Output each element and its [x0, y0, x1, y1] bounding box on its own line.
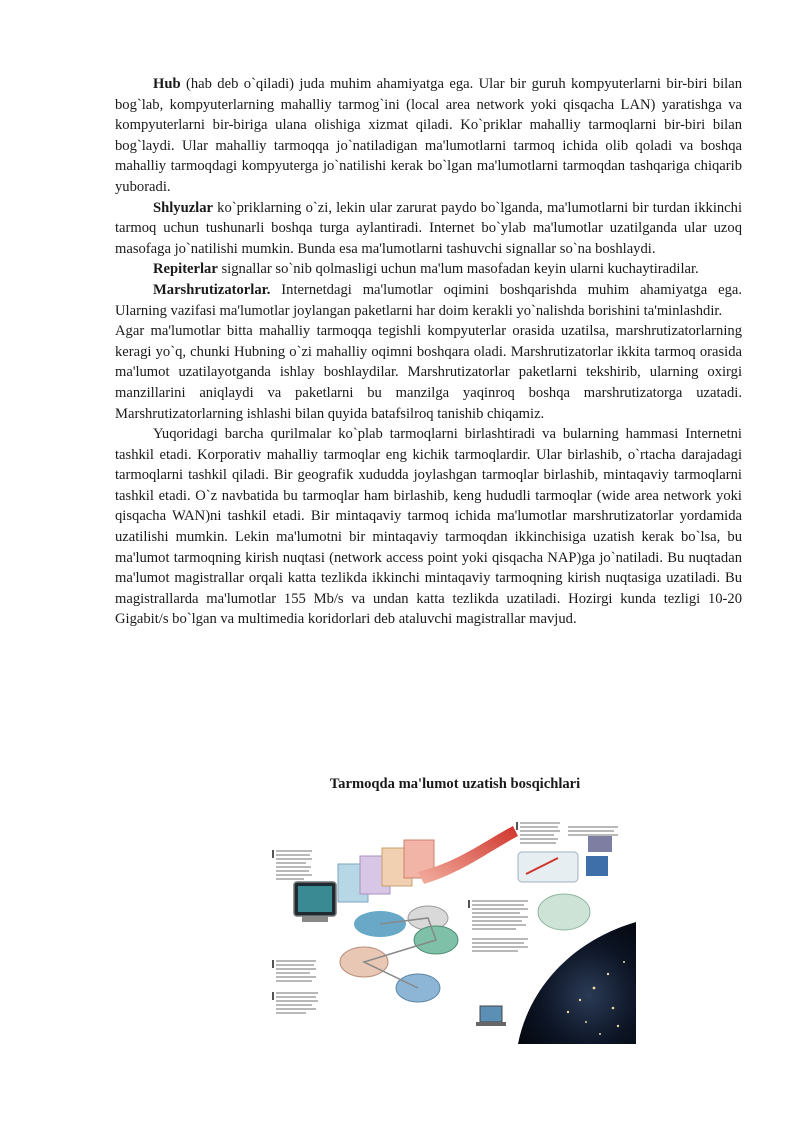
paragraph-text: Internetdagi ma'lumotlar oqimini boshqarishda muhim ahamiyatga ega. Ularning vazifasi ma'lumotlar joylangan paketlarni har doim kerakli yo`nalishda borishini ta'minlashdir.	[115, 281, 742, 319]
figure-caption: Tarmoqda ma'lumot uzatish bosqichlari	[329, 776, 581, 792]
term-hub: Hub	[153, 76, 181, 92]
paragraph-text: ko`priklarning o`zi, lekin ular zarurat paydo bo`lganda, ma'lumotlarni bir turdan ikkinchi tarmoq uchun tushunarli boshqa turga aylantiradi. Internet bo`ylab ma'lumotlar uzatilganda ular uzoq masofaga jo`natilishi mumkin. Bunda esa ma'lumotlarni tashuvchi signallar so`na boshlaydi.	[115, 199, 742, 257]
term-repiterlar: Repiterlar	[153, 261, 218, 278]
document-body	[115, 74, 742, 630]
paragraph-internet-networks: Yuqoridagi barcha qurilmalar ko`plab tarmoqlarni birlashtiradi va bularning hammasi Internetni tashkil etadi. Korporativ mahalliy tarmoqlar eng kichik tarmoqlardir. Ular birlashib, o`rtacha darajadagi tarmoqlarni tashkil qiladi. Bir geografik xududda joylashgan tarmoqlar birlashib, mintaqaviy tarmoqlarni tashkil etadi. O`z navbatida bu tarmoqlar ham birlashib, keng hududli tarmoqlar (wide area network yoki qisqacha WAN)ni tashkil etadi. Bir mintaqaviy tarmoq ichida ma'lumotlar marshrutizatorlar yordamida uzatilishi mumkin. Lekin ma'lumotni bir mintaqaviy tarmoqdan ikkinchisiga uzatish kerak bo`lsa, bu ma'lumot tarmoqning kirish nuqtasi (network access point yoki qisqacha NAP)ga jo`natiladi. Bu nuqtadan ma'lumot magistrallar orqali katta tezlikda ikkinchi mintaqaviy tarmoqning kirish nuqtasiga uzatiladi. Bu magistrallarda ma'lumotlar 155 Mb/s va undan katta tezlikda uzatiladi. Hozirgi kunda tezligi 10-20 Gigabit/s bo`lgan va multimedia koridorlari deb ataluvchi magistrallar mavjud.	[115, 426, 742, 628]
network-transmission-illustration	[268, 812, 636, 1044]
term-shlyuzlar: Shlyuzlar	[153, 199, 214, 216]
paragraph-text: (hab deb o`qiladi) juda muhim ahamiyatga ega. Ular bir guruh kompyuterlarni bir-biri bilan bog`lab, kompyuterlarning mahalliy tarmog`ini (local area network yoki qisqacha LAN) yaratishga va kompyuterlarni bir-biriga ulana olishiga xizmat qiladi. Ko`priklar mahalliy tarmoqlarni bir-biri bilan bog`laydi. Ular mahalliy tarmoqqa jo`natiladigan ma'lumotlarni tarmoq ichida olib qoladi va boshqa mahalliy tarmoqdagi kompyuterga jo`natilishi kerak bo`lgan ma'lumotlarni tarmoqdan tashqariga chiqarib yuboradi.	[115, 76, 742, 195]
paragraph-marshrutizatorlar-detail: Agar ma'lumotlar bitta mahalliy tarmoqqa tegishli kompyuterlar orasida uzatilsa, marshrutizatorlarning keragi yo`q, chunki Hubning o`zi mahalliy oqimni boshqara oladi. Marshrutizatorlar ikkita tarmoq orasida ma'lumot uzatilayotganda ishlay boshlaydilar. Marshrutizatorlar paketlarni tekshirib, ularning oxirgi manzillarini aniqlaydi va paketlarni bu manzilga yaqinroq boshqa marshrutizatorga uzatadi. Marshrutizatorlarning ishlashi bilan quyida batafsilroq tanishib chiqamiz.	[115, 323, 742, 422]
paragraph-repiterlar	[115, 259, 742, 280]
paragraph-shlyuzlar	[115, 198, 742, 260]
paragraph-text: signallar so`nib qolmasligi uchun ma'lum masofadan keyin ularni kuchaytiradilar.	[217, 261, 699, 278]
paragraph-marshrutizatorlar	[115, 280, 742, 321]
paragraph-hub	[115, 74, 742, 198]
term-marshrutizatorlar: Marshrutizatorlar.	[153, 281, 271, 298]
network-diagram-image	[268, 812, 636, 1044]
